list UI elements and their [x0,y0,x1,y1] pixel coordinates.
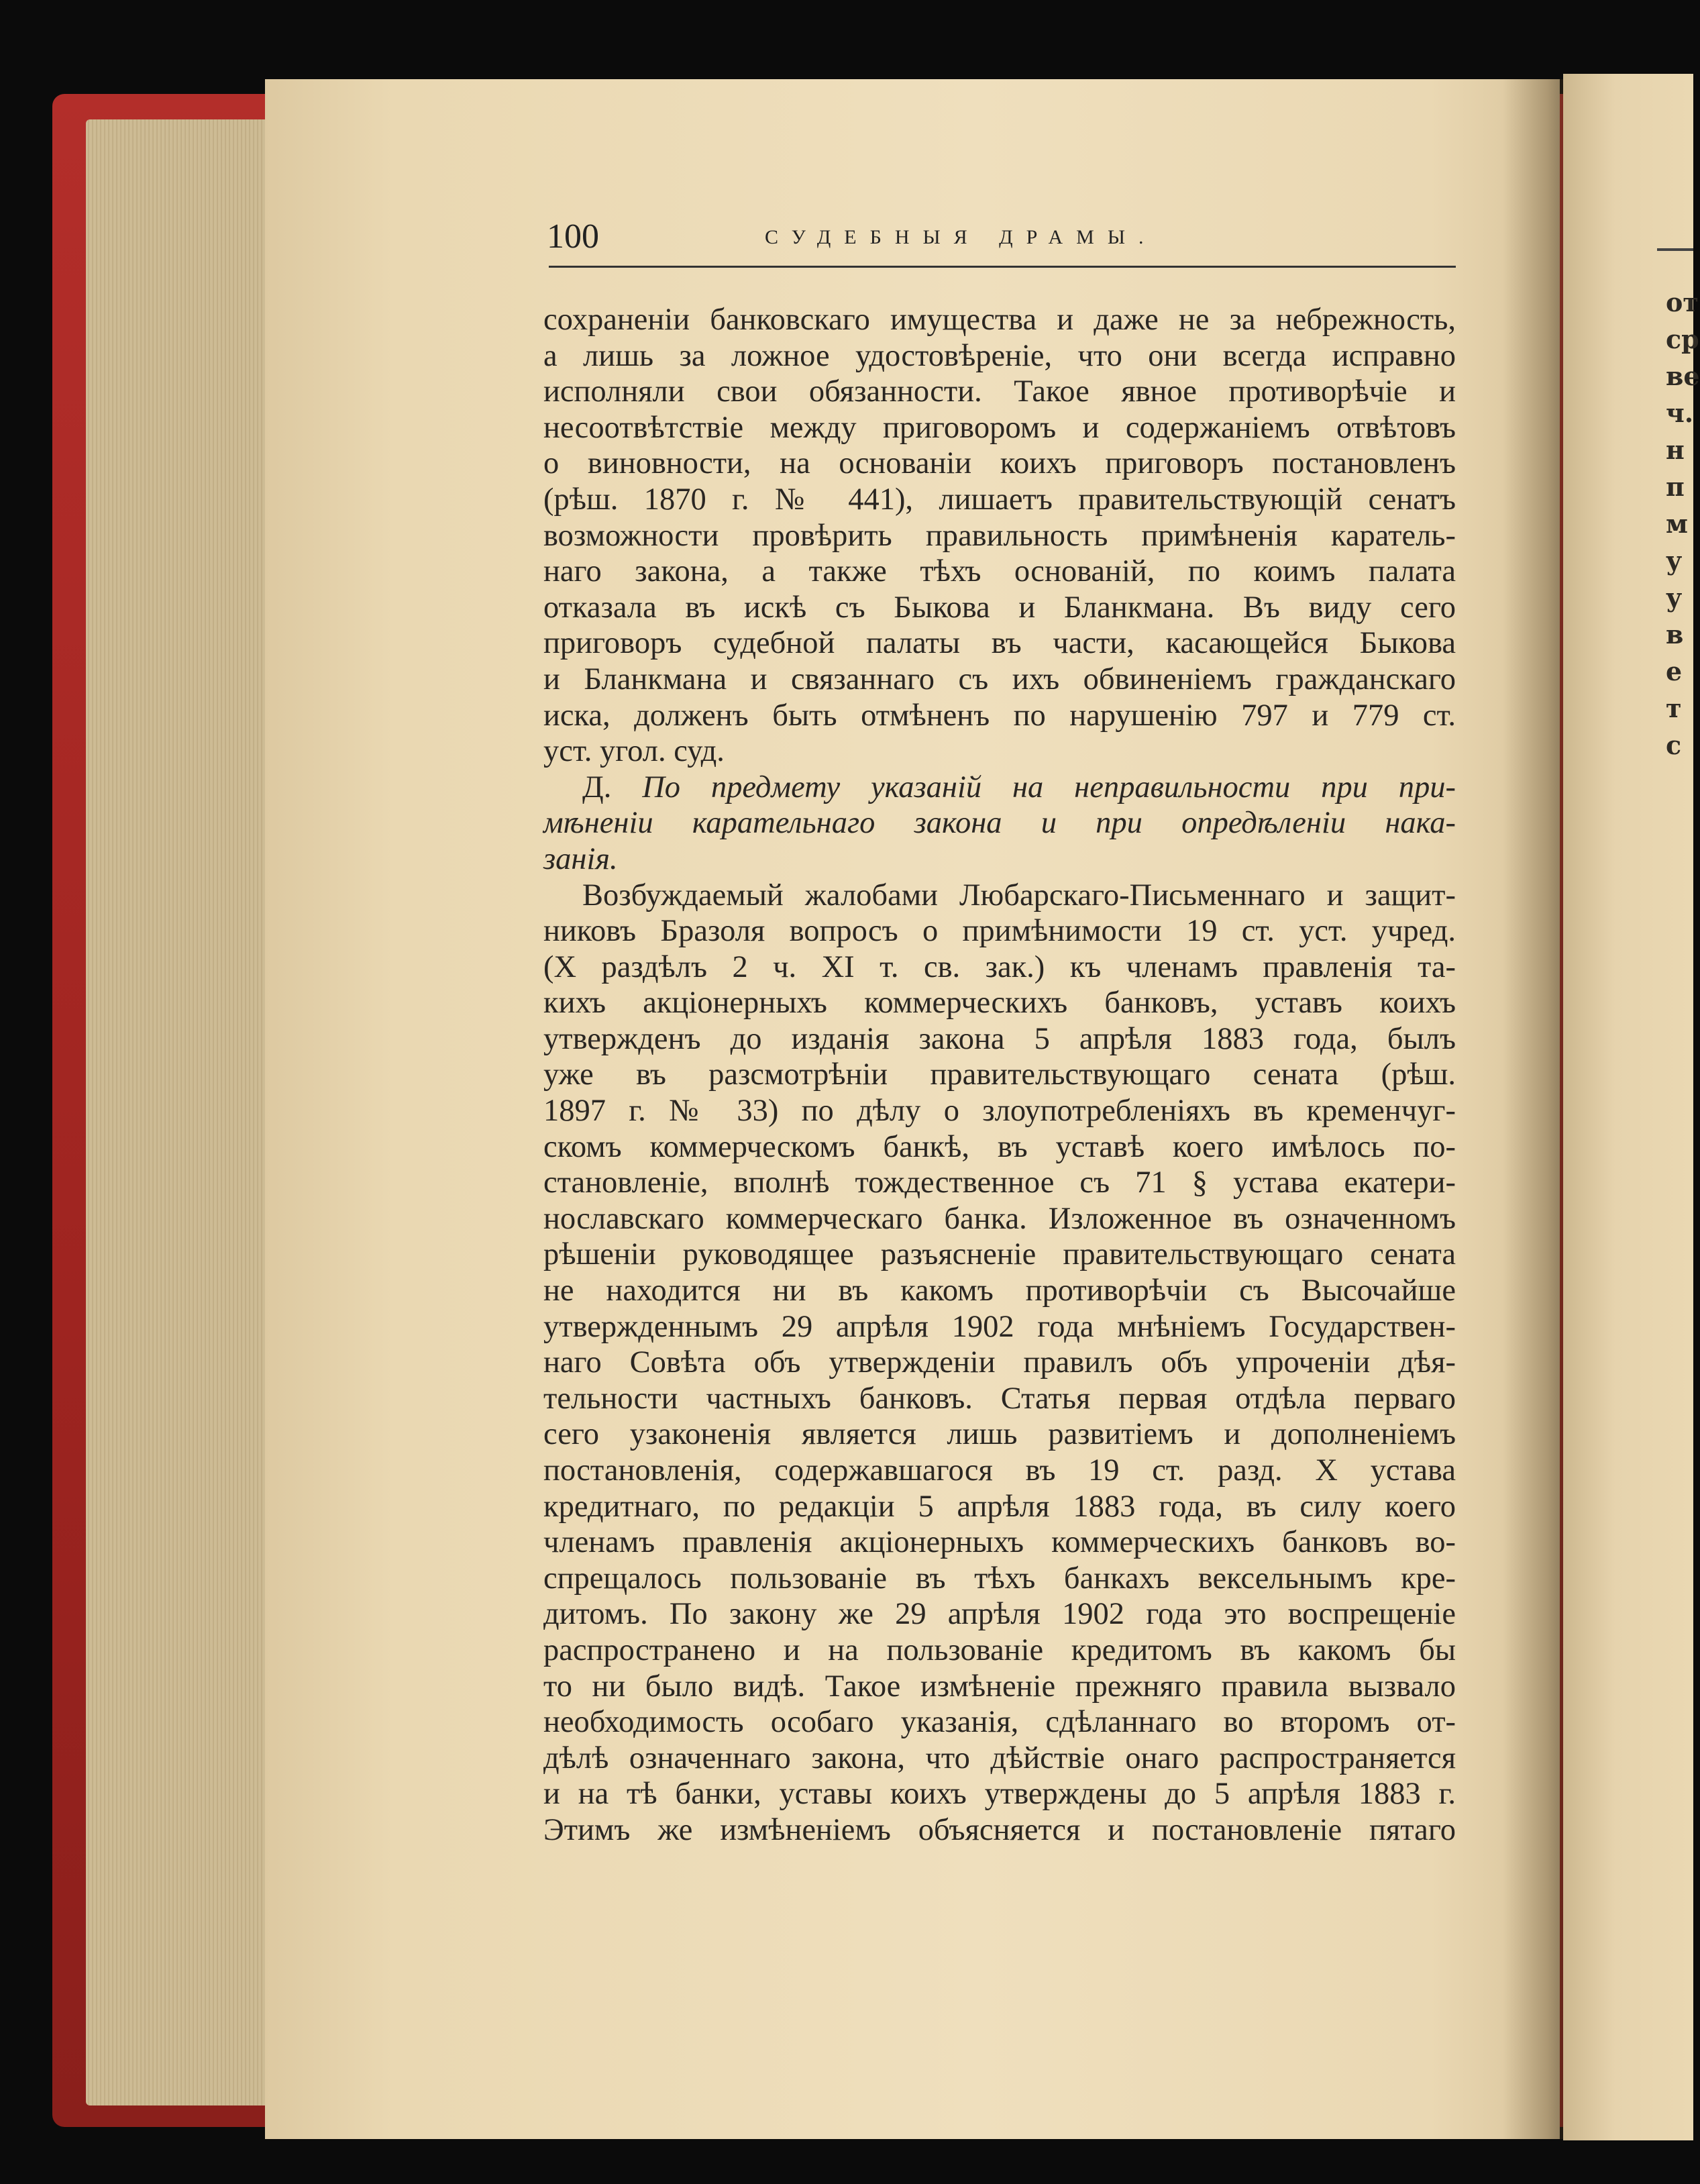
facing-page-fragment: т [1666,693,1682,723]
facing-page-fragment: м [1666,509,1689,539]
text-line: а лишь за ложное удостовѣреніе, что они всегда исправно [543,338,1456,373]
section-heading-line [543,805,1456,841]
facing-page-fragment: п [1666,472,1685,502]
facing-page-fragment: ве [1666,361,1700,391]
text-line: тельности частныхъ банковъ. Статья первая отдѣла перваго [543,1381,1456,1416]
text-line: кредитнаго, по редакціи 5 апрѣля 1883 года, въ силу коего [543,1489,1456,1524]
text-line: не находится ни въ какомъ противорѣчіи съ Высочайше [543,1273,1456,1308]
page-header [547,213,1456,260]
text-line: иска, долженъ быть отмѣненъ по нарушенію 797 и 779 ст. [543,698,1456,733]
text-line: дѣлѣ означеннаго закона, что дѣйствіе онаго распространяется [543,1740,1456,1775]
facing-page-fragment: у [1666,582,1683,613]
facing-page-fragment: от [1666,287,1699,317]
text-line: утвержденнымъ 29 апрѣля 1902 года мнѣніемъ Государствен- [543,1309,1456,1344]
text-line: приговоръ судебной палаты въ части, касающейся Быкова [543,626,1456,661]
text-line: дитомъ. По закону же 29 апрѣля 1902 года это воспрещеніе [543,1597,1456,1632]
section-heading-line [543,841,1456,878]
text-line: Этимъ же измѣненіемъ объясняется и постановленіе пятаго [543,1812,1456,1847]
text-line: постановленія, содержавшагося въ 19 ст. разд. X устава [543,1453,1456,1488]
text-line: (рѣш. 1870 г. № 441), лишаетъ правительствующій сенатъ [543,482,1456,517]
text-line: членамъ правленія акціонерныхъ коммерческихъ банковъ во- [543,1525,1456,1560]
running-title: СУДЕБНЫЯ ДРАМЫ. [765,226,1157,248]
facing-page-fragment: н [1666,435,1685,465]
facing-page-fragment: ср [1666,324,1699,354]
facing-page-fragment: в [1666,619,1684,649]
facing-page-fragment: у [1666,545,1683,576]
text-line: наго Совѣта объ утвержденіи правилъ объ упроченіи дѣя- [543,1345,1456,1380]
facing-page-fragment: с [1666,730,1682,760]
text-line: (X раздѣлъ 2 ч. XI т. св. зак.) къ членамъ правленія та- [543,949,1456,984]
text-line: необходимость особаго указанія, сдѣланнаго во второмъ от- [543,1705,1456,1740]
facing-page-fragment: е [1666,656,1683,686]
page-number: 100 [547,217,599,256]
text-line: сего узаконенія является лишь развитіемъ и дополненіемъ [543,1417,1456,1452]
page-edges [86,119,294,2105]
text-line: исполняли свои обязанности. Такое явное противорѣчіе и [543,374,1456,409]
text-line: наго закона, а также тѣхъ основаній, по коимъ палата [543,554,1456,589]
text-line: кихъ акціонерныхъ коммерческихъ банковъ, уставъ коихъ [543,986,1456,1021]
text-line: становленіе, вполнѣ тождественное съ 71 § устава екатери- [543,1165,1456,1200]
text-line: то ни было видѣ. Такое измѣненіе прежняго правила вызвало [543,1669,1456,1704]
text-line: скомъ коммерческомъ банкѣ, въ уставѣ коего имѣлось по- [543,1129,1456,1164]
facing-page-fragment: ч. [1666,398,1694,428]
text-line: возможности провѣрить правильность примѣненія каратель- [543,518,1456,553]
text-line: уже въ разсмотрѣніи правительствующаго сената (рѣш. [543,1057,1456,1092]
text-line: утвержденъ до изданія закона 5 апрѣля 1883 года, былъ [543,1021,1456,1056]
text-line: нославскаго коммерческаго банка. Изложенное въ означенномъ [543,1201,1456,1236]
section-heading-text [582,770,1456,804]
text-line: Возбуждаемый жалобами Любарскаго-Письменнаго и защит- [582,878,1456,913]
section-heading-line [543,770,1456,806]
text-line: и Бланкмана и связаннаго съ ихъ обвиненіемъ гражданскаго [543,662,1456,696]
header-rule [549,266,1456,268]
text-line: несоотвѣтствіе между приговоромъ и содержаніемъ отвѣтовъ [543,410,1456,445]
text-line: никовъ Бразоля вопросъ о примѣнимости 19 ст. уст. учред. [543,914,1456,949]
text-line: о виновности, на основаніи коихъ приговоръ постановленъ [543,446,1456,481]
section-heading-text: мѣненіи карательнаго закона и при опредѣленіи нака- [543,806,1456,841]
text-line: распространено и на пользованіе кредитомъ въ какомъ бы [543,1632,1456,1667]
text-line: спрещалось пользованіе въ тѣхъ банкахъ вексельнымъ кре- [543,1561,1456,1596]
text-line: рѣшеніи руководящее разъясненіе правительствующаго сената [543,1237,1456,1272]
section-letter: Д. [582,770,643,804]
text-line: 1897 г. № 33) по дѣлу о злоупотребленіяхъ въ кременчуг- [543,1094,1456,1129]
text-line: и на тѣ банки, уставы коихъ утверждены до 5 апрѣля 1883 г. [543,1777,1456,1812]
text-line: сохраненіи банковскаго имущества и даже не за небрежность, [543,303,1456,337]
right-page-header-rule [1657,248,1693,251]
section-heading-italic: По предмету указаній на неправильности при при- [642,770,1456,804]
section-heading-text: занія. [543,841,618,876]
text-line: отказала въ искѣ съ Быкова и Бланкмана. Въ виду сего [543,590,1456,625]
text-line: уст. угол. суд. [543,734,725,769]
body-text [543,302,1456,1849]
